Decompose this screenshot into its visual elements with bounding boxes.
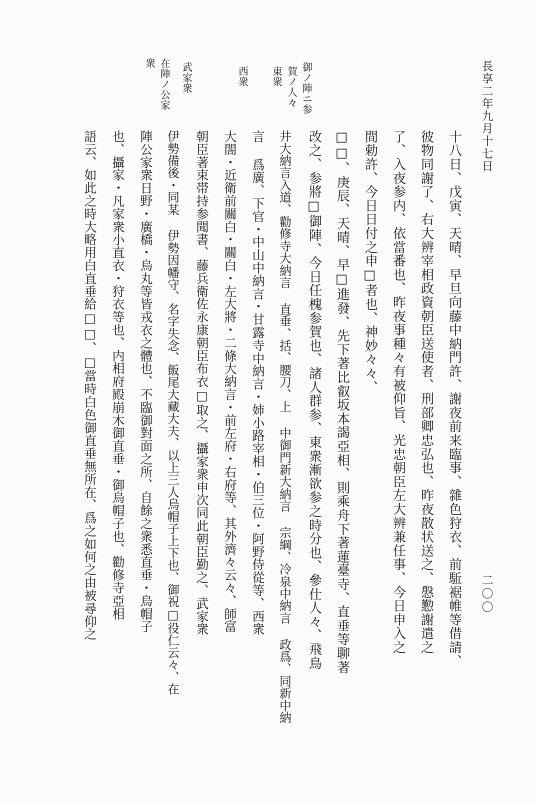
text-column: 朝臣著束帯持参聞書、藤兵衛佐永康朝臣布衣□取之、攝家衆申次同此朝臣勤之、武家衆 (194, 130, 210, 636)
text-column: 間勅許、今日日付之申□者也、神妙々々、 (362, 130, 377, 395)
text-column: 十八日、戊寅、天晴、早旦向藤中納門許、謝夜前来臨事、雜色狩衣、前駈裾帷等借請、 (446, 130, 461, 669)
text-column: □□、庚辰、天晴、早□進發、先下著比叡坂本謁亞相、則乘舟下著蓮臺寺、直垂等聊著 (334, 130, 349, 675)
marginal-note: 西衆 (236, 66, 247, 87)
text-column: 陣公家衆日野・廣橋・烏丸等皆戎衣之體也、不臨御對面之所、自餘之衆悉直垂・烏帽子 (138, 130, 154, 634)
marginal-note: 武家衆 (180, 62, 191, 94)
running-head: 長享二年九月十七日 (480, 60, 495, 173)
text-column: 彼物同謝了、右大辨宰相政資朝臣送使者、刑部卿忠弘也、昨夜散状送之、慇懃謝遣之 (418, 130, 433, 655)
text-column: 也、攝家・凡家衆小直衣・狩衣等也、内相府殿崩木御直垂・御烏帽子也、勸修寺亞相 (110, 130, 126, 621)
body-text (0, 130, 536, 750)
text-column: 伊勢備後・同某 伊勢因幡守、名字失念、飯尾大藏大夫、以上三人烏帽子上下也、御祝□役仁云々、在 (166, 130, 180, 696)
marginal-note: 賀ノ人々 (285, 66, 296, 108)
text-column: 了、入夜参内、依當番也、昨夜事種々有被仰旨、光忠朝臣左大辨兼任事、今日申入之 (390, 130, 405, 655)
text-column: 大閤・近衛前關白・關白・左大將・二條大納言・前左府・右府等、其外濟々云々、師富 (222, 130, 238, 634)
text-column: 井大納言入道、勸修寺大納言 直垂、括、腰刀、上 中御門新大納言 宗綱、冷泉中納言 政爲、同新中納 (278, 130, 292, 724)
marginal-note: 衆 (143, 58, 154, 69)
text-column: 語云、如此之時大略用白直垂給□□、□當時白色御直垂無所在、爲之如何之由被尋仰之 (82, 130, 98, 641)
text-column: 言 爲廣、下官・中山中納言・甘露寺中納言・姉小路宰相・伯三位・阿野侍從等、西衆 (250, 130, 266, 636)
marginal-note: 東衆 (270, 66, 281, 87)
text-column: 改之、参將□御陣、今日任槐参賀也、諸人群参、東衆漸欲参之時分也、參仕人々、飛鳥 (306, 130, 321, 671)
page-number: 二〇〇 (480, 574, 495, 615)
marginal-note: 御ノ陣ニ参 (300, 62, 311, 115)
marginal-note: 在陣ノ公家 (158, 58, 169, 111)
